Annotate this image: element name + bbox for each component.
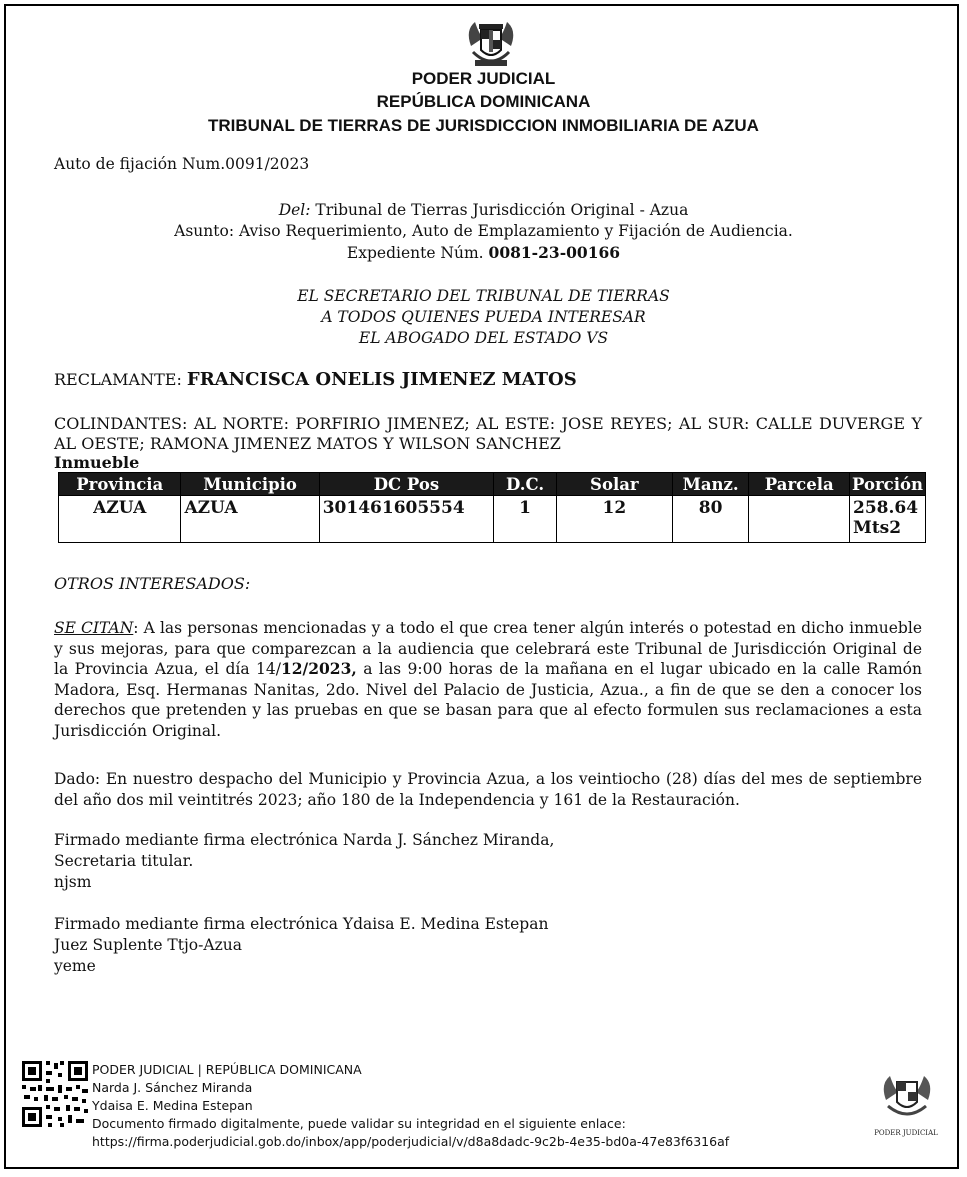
footer-org: PODER JUDICIAL | REPÚBLICA DOMINICANA — [92, 1062, 362, 1077]
addressee-2: A TODOS QUIENES PUEDA INTERESAR — [321, 308, 646, 326]
signature1-initials: njsm — [54, 873, 92, 891]
header-tribunal: TRIBUNAL DE TIERRAS DE JURISDICCION INMOBILIARIA DE AZUA — [208, 116, 759, 135]
col-provincia: Provincia — [59, 473, 181, 496]
cell-dc-pos: 301461605554 — [319, 496, 494, 543]
colindantes: COLINDANTES: AL NORTE: PORFIRIO JIMENEZ; AL ESTE: JOSE REYES; AL SUR: CALLE DUVERGE Y AL OESTE; RAMONA JIMENEZ MATOS Y WILSON SANCHEZ — [54, 414, 922, 453]
inmueble-label: Inmueble — [54, 453, 140, 472]
col-municipio: Municipio — [181, 473, 319, 496]
header-republica: REPÚBLICA DOMINICANA — [376, 92, 591, 111]
footer-signer2: Ydaisa E. Medina Estepan — [92, 1098, 253, 1113]
se-citan-label: SE CITAN — [54, 619, 134, 637]
table-row — [59, 496, 926, 543]
col-porcion: Porción — [850, 473, 926, 496]
cell-parcela — [749, 496, 850, 543]
signature2-initials: yeme — [54, 957, 96, 975]
signature2-line1: Firmado mediante firma electrónica Ydaisa E. Medina Estepan — [54, 915, 549, 933]
del-label: Del: — [278, 201, 311, 219]
seal-caption: PODER JUDICIAL — [874, 1129, 938, 1137]
qr-code-icon — [20, 1059, 90, 1129]
coat-of-arms-icon — [461, 16, 521, 72]
expediente-label: Expediente Núm. — [346, 244, 489, 262]
footer-signer1: Narda J. Sánchez Miranda — [92, 1080, 253, 1095]
cell-municipio: AZUA — [181, 496, 319, 543]
header-poder-judicial: PODER JUDICIAL — [411, 69, 556, 88]
otros-interesados: OTROS INTERESADOS: — [54, 574, 251, 593]
auto-number: Auto de fijación Num.0091/2023 — [54, 155, 310, 173]
addressee-1: EL SECRETARIO DEL TRIBUNAL DE TIERRAS — [297, 287, 670, 305]
reclamante-name: FRANCISCA ONELIS JIMENEZ MATOS — [186, 369, 577, 390]
hearing-date: 12/2023, — [280, 659, 357, 678]
col-solar: Solar — [556, 473, 672, 496]
addressee-3: EL ABOGADO DEL ESTADO VS — [358, 329, 609, 347]
se-citan-paragraph — [54, 618, 922, 741]
signature1-line1: Firmado mediante firma electrónica Narda J. Sánchez Miranda, — [54, 831, 555, 849]
col-dc: D.C. — [494, 473, 557, 496]
cell-provincia: AZUA — [59, 496, 181, 543]
se-citan-text-a: : A las personas mencionadas y a todo el que crea tener algún interés o potestad en dicho inmueble y sus mejoras, para que comparezcan a la audiencia que celebrará este Tribunal de Jurisdicción Original de la Provincia Azua, el día 14/ — [54, 619, 922, 678]
cell-dc: 1 — [494, 496, 557, 543]
col-parcela: Parcela — [749, 473, 850, 496]
footer-notice: Documento firmado digitalmente, puede validar su integridad en el siguiente enlace: — [92, 1116, 626, 1131]
cell-porcion: 258.64 Mts2 — [850, 496, 926, 543]
inmueble-table — [58, 472, 926, 543]
col-manz: Manz. — [672, 473, 749, 496]
signature1-line2: Secretaria titular. — [54, 852, 194, 870]
del-value: Tribunal de Tierras Jurisdicción Original - Azua — [310, 201, 689, 219]
expediente-number: 0081-23-00166 — [488, 243, 621, 262]
signature2-line2: Juez Suplente Ttjo-Azua — [54, 936, 242, 954]
document-page — [4, 4, 959, 1169]
cell-solar: 12 — [556, 496, 672, 543]
asunto-line: Asunto: Aviso Requerimiento, Auto de Emplazamiento y Fijación de Audiencia. — [174, 222, 793, 240]
dado-paragraph: Dado: En nuestro despacho del Municipio y Provincia Azua, a los veintiocho (28) días del mes de septiembre del año dos mil veintitrés 2023; año 180 de la Independencia y 161 de la Restauración. — [54, 770, 922, 809]
reclamante-line — [54, 369, 577, 390]
poder-judicial-seal-icon — [876, 1072, 938, 1126]
expediente-line — [6, 242, 961, 264]
col-dc-pos: DC Pos — [319, 473, 494, 496]
del-line — [6, 200, 961, 221]
se-citan-text-b: a las 9:00 horas de la mañana en el lugar ubicado en la calle Ramón Madora, Esq. Hermanas Nanitas, 2do. Nivel del Palacio de Justicia, Azua., a fin de que se den a conocer los derechos que pretenden y las pruebas en que se basan para que al efecto formulen sus reclamaciones a esta Jurisdicción Original. — [54, 660, 922, 740]
cell-manz: 80 — [672, 496, 749, 543]
reclamante-label: RECLAMANTE: — [54, 370, 187, 389]
table-header-row — [59, 473, 926, 496]
footer-validation-link[interactable]: https://firma.poderjudicial.gob.do/inbox/app/poderjudicial/v/d8a8dadc-9c2b-4e35-bd0a-47e83f6316af — [92, 1134, 730, 1149]
